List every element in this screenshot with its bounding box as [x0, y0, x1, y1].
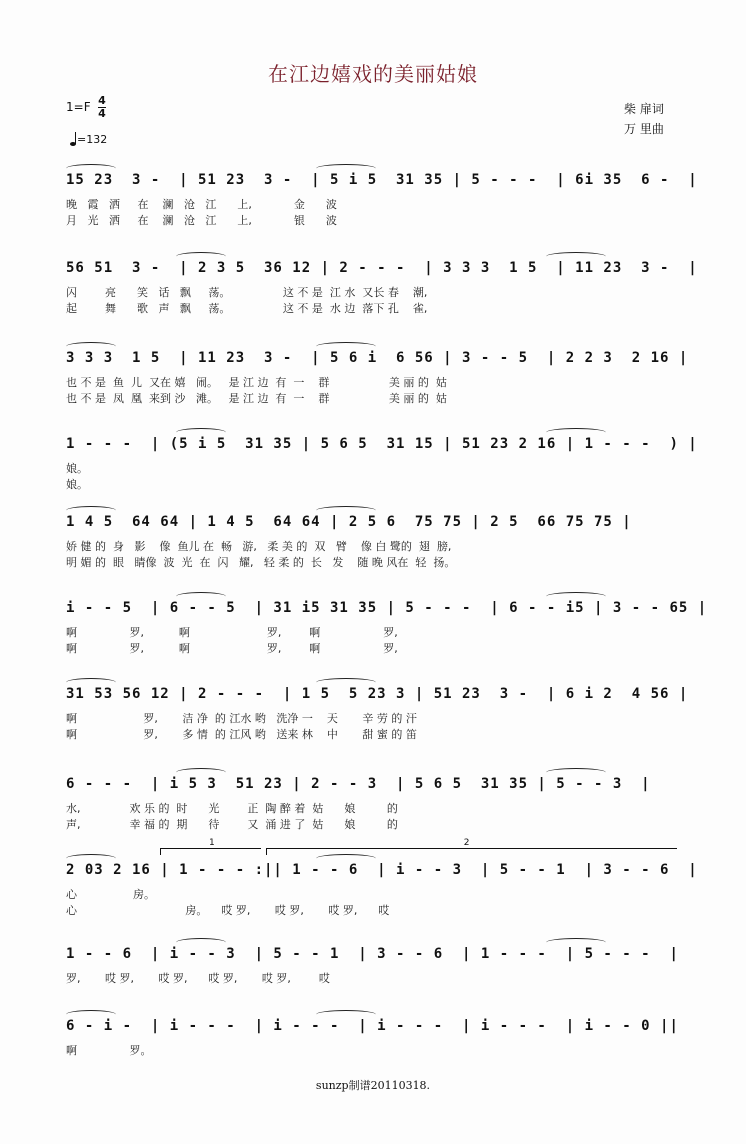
lyric-line-1: 晚 霞 洒 在 澜 沧 江 上, 金 波: [66, 198, 337, 211]
lyric-line-2: 声, 幸 福 的 期 待 又 涌 进 了 姑 娘 的: [66, 818, 398, 831]
slur-arc: [66, 1010, 116, 1019]
notation-row: 15 23 3 - | 51 23 3 - | 5 i 5 31 35 | 5 - - - | 6i 35 6 - |: [66, 172, 698, 188]
lyric-line-1: 啊 罗, 啊 罗, 啊 罗,: [66, 626, 398, 639]
lyric-line-1: 心 房。: [66, 888, 155, 901]
slur-arc: [176, 938, 226, 947]
lyric-line-2: 月 光 洒 在 澜 沧 江 上, 银 波: [66, 214, 337, 227]
lyric-line-2: 啊 罗, 多 情 的 江风 哟 送来 林 中 甜 蜜 的 笛: [66, 728, 417, 741]
slur-arc: [176, 428, 226, 437]
notation-row: 6 - i - | i - - - | i - - - | i - - - | i - - - | i - - 0 ||: [66, 1018, 679, 1034]
lyric-line-2: 也 不 是 凤 凰 来到 沙 滩。 是 江 边 有 一 群 美 丽 的 姑: [66, 392, 447, 405]
slur-arc: [546, 428, 606, 437]
notation-row: i - - 5 | 6 - - 5 | 31 i5 31 35 | 5 - - - | 6 - - i5 | 3 - - 65 |: [66, 600, 708, 616]
slur-arc: [316, 164, 376, 173]
notation-row: 3 3 3 1 5 | 11 23 3 - | 5 6 i 6 56 | 3 - - 5 | 2 2 3 2 16 |: [66, 350, 689, 366]
key-signature: 1=F: [66, 100, 91, 114]
lyric-line-2: 心 房。 哎 罗, 哎 罗, 哎 罗, 哎: [66, 904, 390, 917]
slur-arc: [66, 854, 116, 863]
slur-arc: [66, 342, 116, 351]
lyric-line-1: 也 不 是 鱼 儿 又在 嬉 闹。 是 江 边 有 一 群 美 丽 的 姑: [66, 376, 447, 389]
slur-arc: [546, 252, 606, 261]
lyric-line-1: 啊 罗。: [66, 1044, 152, 1057]
slur-arc: [316, 342, 376, 351]
notation-row: 1 - - 6 | i - - 3 | 5 - - 1 | 3 - - 6 | 1 - - - | 5 - - - |: [66, 946, 679, 962]
notation-row: 2 03 2 16 | 1 - - - :|| 1 - - 6 | i - - 3 | 5 - - 1 | 3 - - 6 |: [66, 862, 698, 878]
slur-arc: [316, 678, 376, 687]
notation-row: 31 53 56 12 | 2 - - - | 1 5 5 23 3 | 51 23 3 - | 6 i 2 4 56 |: [66, 686, 689, 702]
lyric-line-1: 娇 健 的 身 影 像 鱼儿 在 畅 游, 柔 美 的 双 臂 像 白 鹭的 翅 膀,: [66, 540, 452, 553]
composer-credit: 万 里曲: [624, 122, 664, 136]
slur-arc: [546, 592, 606, 601]
time-signature: 4 4: [98, 94, 106, 120]
notation-row: 56 51 3 - | 2 3 5 36 12 | 2 - - - | 3 3 3 1 5 | 11 23 3 - |: [66, 260, 698, 276]
slur-arc: [316, 854, 376, 863]
slur-arc: [176, 768, 226, 777]
quarter-note-icon: [70, 142, 76, 146]
slur-arc: [176, 592, 226, 601]
tempo-marking: =132: [70, 133, 107, 146]
footer-credit: sunzp制谱20110318.: [315, 1079, 431, 1092]
lyric-line-2: 娘。: [66, 478, 88, 491]
volta-first-ending: 1: [160, 848, 261, 855]
lyric-line-1: 啊 罗, 洁 净 的 江水 哟 洗净 一 天 辛 劳 的 汗: [66, 712, 417, 725]
slur-arc: [66, 164, 116, 173]
volta-second-ending: 2: [266, 848, 677, 855]
lyric-line-1: 闪 亮 笑 话 飘 荡。 这 不 是 江 水 又长 春 潮,: [66, 286, 428, 299]
lyric-line-2: 明 媚 的 眼 睛像 波 光 在 闪 耀, 轻 柔 的 长 发 随 晚 风在 轻 扬。: [66, 556, 456, 569]
lyric-line-1: 娘。: [66, 462, 88, 475]
slur-arc: [546, 938, 606, 947]
lyric-line-1: 水, 欢 乐 的 时 光 正 陶 醉 着 姑 娘 的: [66, 802, 398, 815]
lyric-line-1: 罗, 哎 罗, 哎 罗, 哎 罗, 哎 罗, 哎: [66, 972, 330, 985]
lyric-line-2: 起 舞 歌 声 飘 荡。 这 不 是 水 边 落下 孔 雀,: [66, 302, 428, 315]
slur-arc: [66, 678, 116, 687]
slur-arc: [316, 506, 376, 515]
lyric-line-2: 啊 罗, 啊 罗, 啊 罗,: [66, 642, 398, 655]
slur-arc: [176, 252, 226, 261]
notation-row: 1 - - - | (5 i 5 31 35 | 5 6 5 31 15 | 51 23 2 16 | 1 - - - ) |: [66, 436, 698, 452]
page-title: 在江边嬉戏的美丽姑娘: [268, 62, 478, 86]
notation-row: 1 4 5 64 64 | 1 4 5 64 64 | 2 5 6 75 75 | 2 5 66 75 75 |: [66, 514, 632, 530]
slur-arc: [546, 768, 606, 777]
slur-arc: [316, 1010, 376, 1019]
notation-row: 6 - - - | i 5 3 51 23 | 2 - - 3 | 5 6 5 31 35 | 5 - - 3 |: [66, 776, 651, 792]
lyricist-credit: 柴 扉词: [624, 102, 664, 116]
slur-arc: [66, 506, 116, 515]
